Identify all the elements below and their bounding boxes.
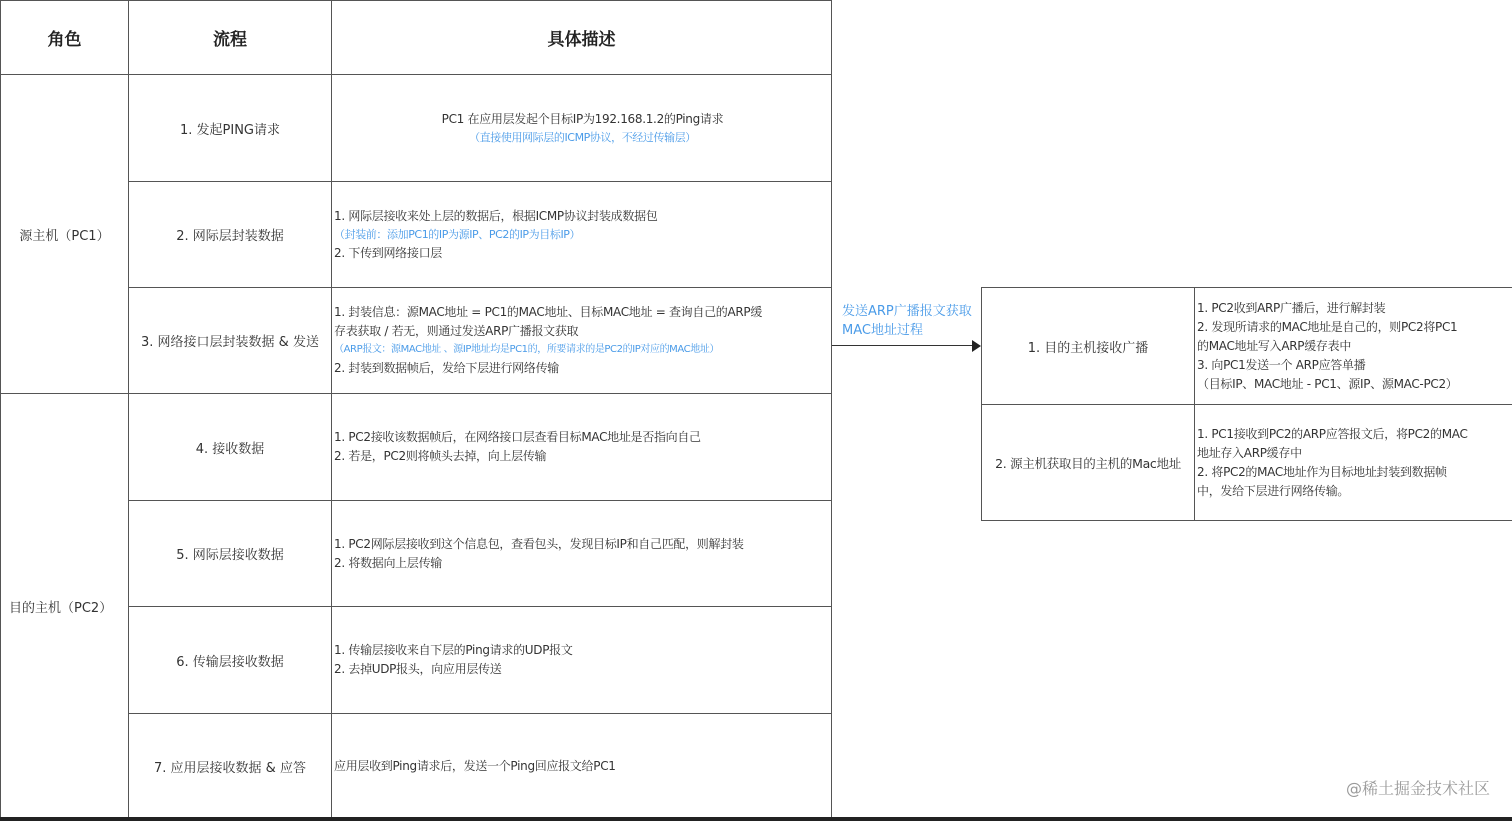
arp-step-2-line-4: 中，发给下层进行网络传输。 (1197, 483, 1350, 498)
header-flow (128, 0, 332, 75)
arp-step-1-line-5: （目标IP、MAC地址 - PC1、源IP、源MAC-PC2） (1197, 376, 1458, 391)
step-6-desc (331, 606, 832, 714)
header-desc-text: 具体描述 (547, 30, 616, 50)
arp-step-1-label (981, 287, 1195, 405)
arp-step-1-line-2: 2. 发现所请求的MAC地址是自己的，则PC2将PC1 (1197, 319, 1458, 334)
step-6-line-2: 2. 去掉UDP报头，向应用层传送 (334, 662, 502, 676)
step-4-label (128, 393, 332, 501)
arp-step-2-label (981, 404, 1195, 521)
step-5-line-1: 1. PC2网际层接收到这个信息包，查看包头，发现目标IP和自己匹配，则解封装 (334, 536, 744, 551)
step-3-desc (331, 287, 832, 394)
arp-step-2-label-text: 2. 源主机获取目的主机的Mac地址 (995, 455, 1181, 471)
step-7-label-text: 7. 应用层接收数据 & 应答 (154, 760, 306, 776)
step-1-desc (331, 74, 832, 182)
arp-step-1-desc (1194, 287, 1512, 405)
step-2-label-text: 2. 网际层封装数据 (176, 229, 284, 244)
arp-step-2-desc (1194, 404, 1512, 521)
arp-step-2-line-3: 2. 将PC2的MAC地址作为目标地址封装到数据帧 (1197, 464, 1447, 479)
step-1-line-1: PC1 在应用层发起个目标IP为192.168.1.2的Ping请求 (441, 111, 724, 126)
arp-step-1-line-3: 的MAC地址写入ARP缓存表中 (1197, 338, 1352, 353)
header-role-text: 角色 (47, 30, 82, 50)
step-5-desc (331, 500, 832, 607)
role-source-text: 源主机（PC1） (19, 228, 110, 244)
arrow-head-icon (972, 340, 981, 352)
step-4-desc (331, 393, 832, 501)
arp-step-1-line-4: 3. 向PC1发送一个 ARP应答单播 (1197, 357, 1366, 372)
step-1-note: （直接使用网际层的ICMP协议，不经过传输层） (469, 130, 696, 144)
step-6-label-text: 6. 传输层接收数据 (176, 654, 284, 670)
step-2-label (128, 181, 332, 288)
step-6-line-1: 1. 传输层接收来自下层的Ping请求的UDP报文 (334, 643, 573, 657)
step-5-label-text: 5. 网际层接收数据 (176, 548, 284, 563)
arp-step-2-line-1: 1. PC1接收到PC2的ARP应答报文后，将PC2的MAC (1197, 426, 1468, 441)
step-2-line-1: 1. 网际层接收来处上层的数据后，根据ICMP协议封装成数据包 (334, 208, 658, 223)
bottom-divider (0, 817, 1512, 821)
header-role (0, 0, 129, 75)
step-2-line-2: 2. 下传到网络接口层 (334, 245, 442, 260)
step-3-line-2: 存表获取 / 若无，则通过发送ARP广播报文获取 (334, 324, 579, 338)
step-3-label-text: 3. 网络接口层封装数据 & 发送 (141, 335, 319, 350)
step-4-label-text: 4. 接收数据 (195, 441, 265, 457)
step-1-label (128, 74, 332, 182)
step-6-label (128, 606, 332, 714)
step-7-label (128, 713, 332, 819)
header-flow-text: 流程 (213, 30, 247, 50)
arrow-line (832, 345, 974, 346)
step-2-desc (331, 181, 832, 288)
step-4-line-1: 1. PC2接收该数据帧后，在网络接口层查看目标MAC地址是否指向自己 (334, 430, 701, 444)
header-desc (331, 0, 832, 75)
arp-step-1-line-1: 1. PC2收到ARP广播后，进行解封装 (1197, 300, 1386, 315)
step-7-line-1: 应用层收到Ping请求后，发送一个Ping回应报文给PC1 (334, 758, 616, 773)
role-target-text: 目的主机（PC2） (9, 600, 113, 616)
role-target (0, 393, 129, 819)
watermark: @稀土掘金技术社区 (1345, 779, 1490, 798)
step-3-line-1: 1. 封装信息：源MAC地址 = PC1的MAC地址、目标MAC地址 = 查询自己的ARP缓 (334, 305, 763, 319)
step-4-line-2: 2. 若是，PC2则将帧头去掉，向上层传输 (334, 449, 547, 463)
step-3-label (128, 287, 332, 394)
role-source (0, 74, 129, 394)
arp-step-2-line-2: 地址存入ARP缓存中 (1197, 445, 1302, 460)
step-3-line-3: 2. 封装到数据帧后，发给下层进行网络传输 (334, 361, 559, 375)
step-2-note: （封装前：添加PC1的IP为源IP、PC2的IP为目标IP） (334, 227, 581, 241)
step-1-label-text: 1. 发起PING请求 (179, 122, 280, 138)
step-7-desc (331, 713, 832, 819)
arp-step-1-label-text: 1. 目的主机接收广播 (1027, 340, 1149, 356)
step-5-line-2: 2. 将数据向上层传输 (334, 555, 442, 570)
arrow-label: 发送ARP广播报文获取MAC地址过程 (842, 304, 972, 338)
step-5-label (128, 500, 332, 607)
step-3-note: （ARP报文：源MAC地址 、源IP地址均是PC1的，所要请求的是PC2的IP对应的MAC地址） (334, 344, 720, 355)
